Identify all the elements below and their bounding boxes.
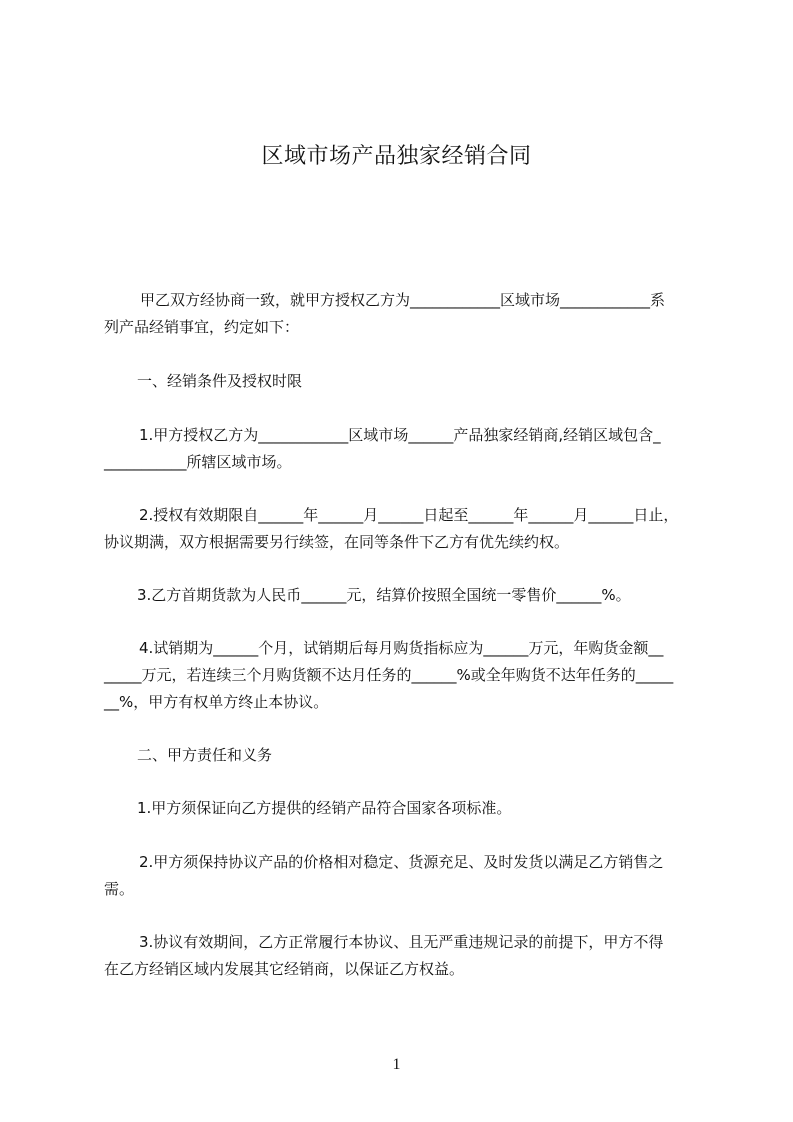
document-title: 区域市场产品独家经销合同: [261, 144, 532, 169]
page-number: 1: [392, 1056, 401, 1073]
clause-2-3-line-2: 在乙方经销区域内发展其它经销商，以保证乙方权益。: [104, 960, 465, 978]
clause-1-1-line-2: ___________所辖区域市场。: [104, 453, 292, 471]
clause-1-4-line-2: _____万元，若连续三个月购货额不达月任务的______%或全年购货不达年任务的_____: [104, 666, 674, 684]
section-1-heading: 一、经销条件及授权时限: [137, 372, 303, 390]
clause-1-4-line-3: __%，甲方有权单方终止本协议。: [104, 693, 329, 711]
clause-1-3: 3.乙方首期货款为人民币______元，结算价按照全国统一零售价______%。: [137, 586, 631, 604]
clause-2-2-line-1: 2.甲方须保持协议产品的价格相对稳定、货源充足、及时发货以满足乙方销售之: [139, 853, 664, 871]
intro-line-1: 甲乙双方经协商一致，就甲方授权乙方为____________区域市场____________系: [140, 291, 666, 309]
clause-2-3-line-1: 3.协议有效期间，乙方正常履行本协议、且无严重违规记录的前提下，甲方不得: [139, 933, 664, 951]
clause-2-2-line-2: 需。: [104, 880, 135, 898]
intro-line-2: 列产品经销事宜，约定如下：: [104, 318, 300, 336]
clause-2-1: 1.甲方须保证向乙方提供的经销产品符合国家各项标准。: [137, 799, 512, 817]
clause-1-2-line-2: 协议期满，双方根据需要另行续签，在同等条件下乙方有优先续约权。: [104, 533, 570, 551]
clause-1-4-line-1: 4.试销期为______个月，试销期后每月购货指标应为______万元，年购货金额__: [139, 639, 664, 657]
section-2-heading: 二、甲方责任和义务: [137, 746, 273, 764]
clause-1-1-line-1: 1.甲方授权乙方为____________区域市场______产品独家经销商,经销区域包含_: [139, 426, 661, 444]
clause-1-2-line-1: 2.授权有效期限自______年______月______日起至______年______月______日止，: [139, 506, 679, 524]
